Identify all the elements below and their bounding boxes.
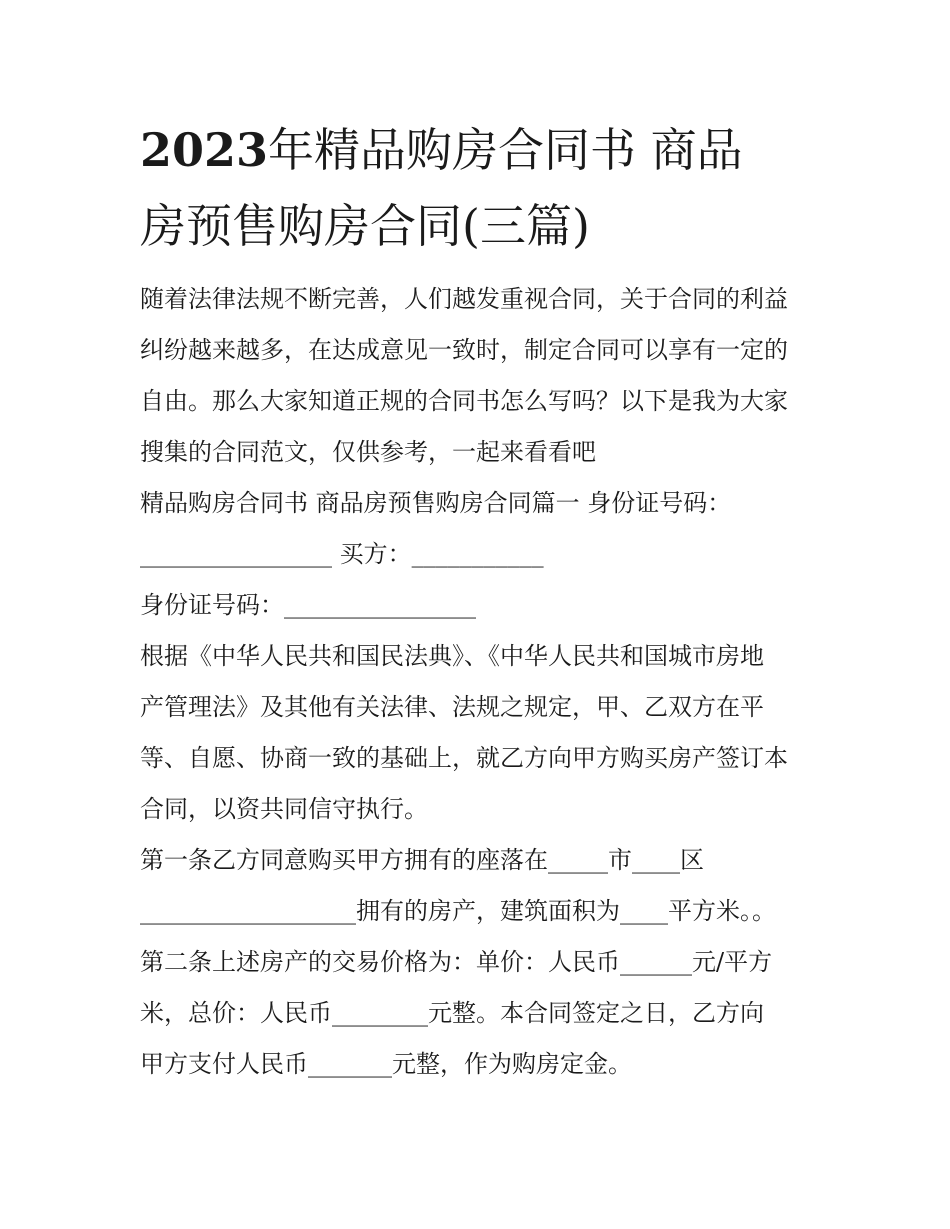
buyer-line [140,529,820,580]
article-2-paragraph [140,937,820,1090]
intro-line: 自由。那么大家知道正规的合同书怎么写吗？以下是我为大家 [140,387,788,415]
intro-line: 搜集的合同范文，仅供参考，一起来看看吧 [140,438,596,466]
article-2-line: 米，总价：人民币________元整。本合同签定之日，乙方向 [140,999,764,1027]
title-line-2: 房预售购房合同(三篇) [140,199,590,253]
title-year: 2023 [140,123,269,177]
section-heading-text: 精品购房合同书 商品房预售购房合同篇一 身份证号码： [140,489,732,517]
legal-basis-line: 产管理法》及其他有关法律、法规之规定，甲、乙双方在平 [140,693,764,721]
legal-basis-line: 等、自愿、协商一致的基础上，就乙方向甲方购买房产签订本 [140,744,788,772]
intro-paragraph [140,274,820,478]
title-line-1-text: 年精品购房合同书 商品 [268,123,743,177]
article-1-line: __________________拥有的房产，建筑面积为____平方米。。 [140,897,776,925]
section-heading [140,478,820,529]
document-title [140,112,820,264]
article-2-line: 甲方支付人民币_______元整，作为购房定金。 [140,1050,632,1078]
article-2-line: 第二条上述房产的交易价格为：单价：人民币______元/平方 [140,948,773,976]
title-line-1 [140,112,820,188]
intro-line: 纠纷越来越多，在达成意见一致时，制定合同可以享有一定的 [140,336,788,364]
legal-basis-line: 合同，以资共同信守执行。 [140,795,428,823]
legal-basis-line: 根据《中华人民共和国民法典》、《中华人民共和国城市房地 [140,642,764,670]
document-body [140,274,820,1090]
article-1-line: 第一条乙方同意购买甲方拥有的座落在_____市____区 [140,846,704,874]
intro-line: 随着法律法规不断完善，人们越发重视合同，关于合同的利益 [140,285,788,313]
id-number-line [140,580,820,631]
article-1-paragraph [140,835,820,937]
legal-basis-paragraph [140,631,820,835]
buyer-line-text: ________________ 买方：___________ [140,540,544,568]
id-number-text: 身份证号码：________________ [140,591,476,619]
